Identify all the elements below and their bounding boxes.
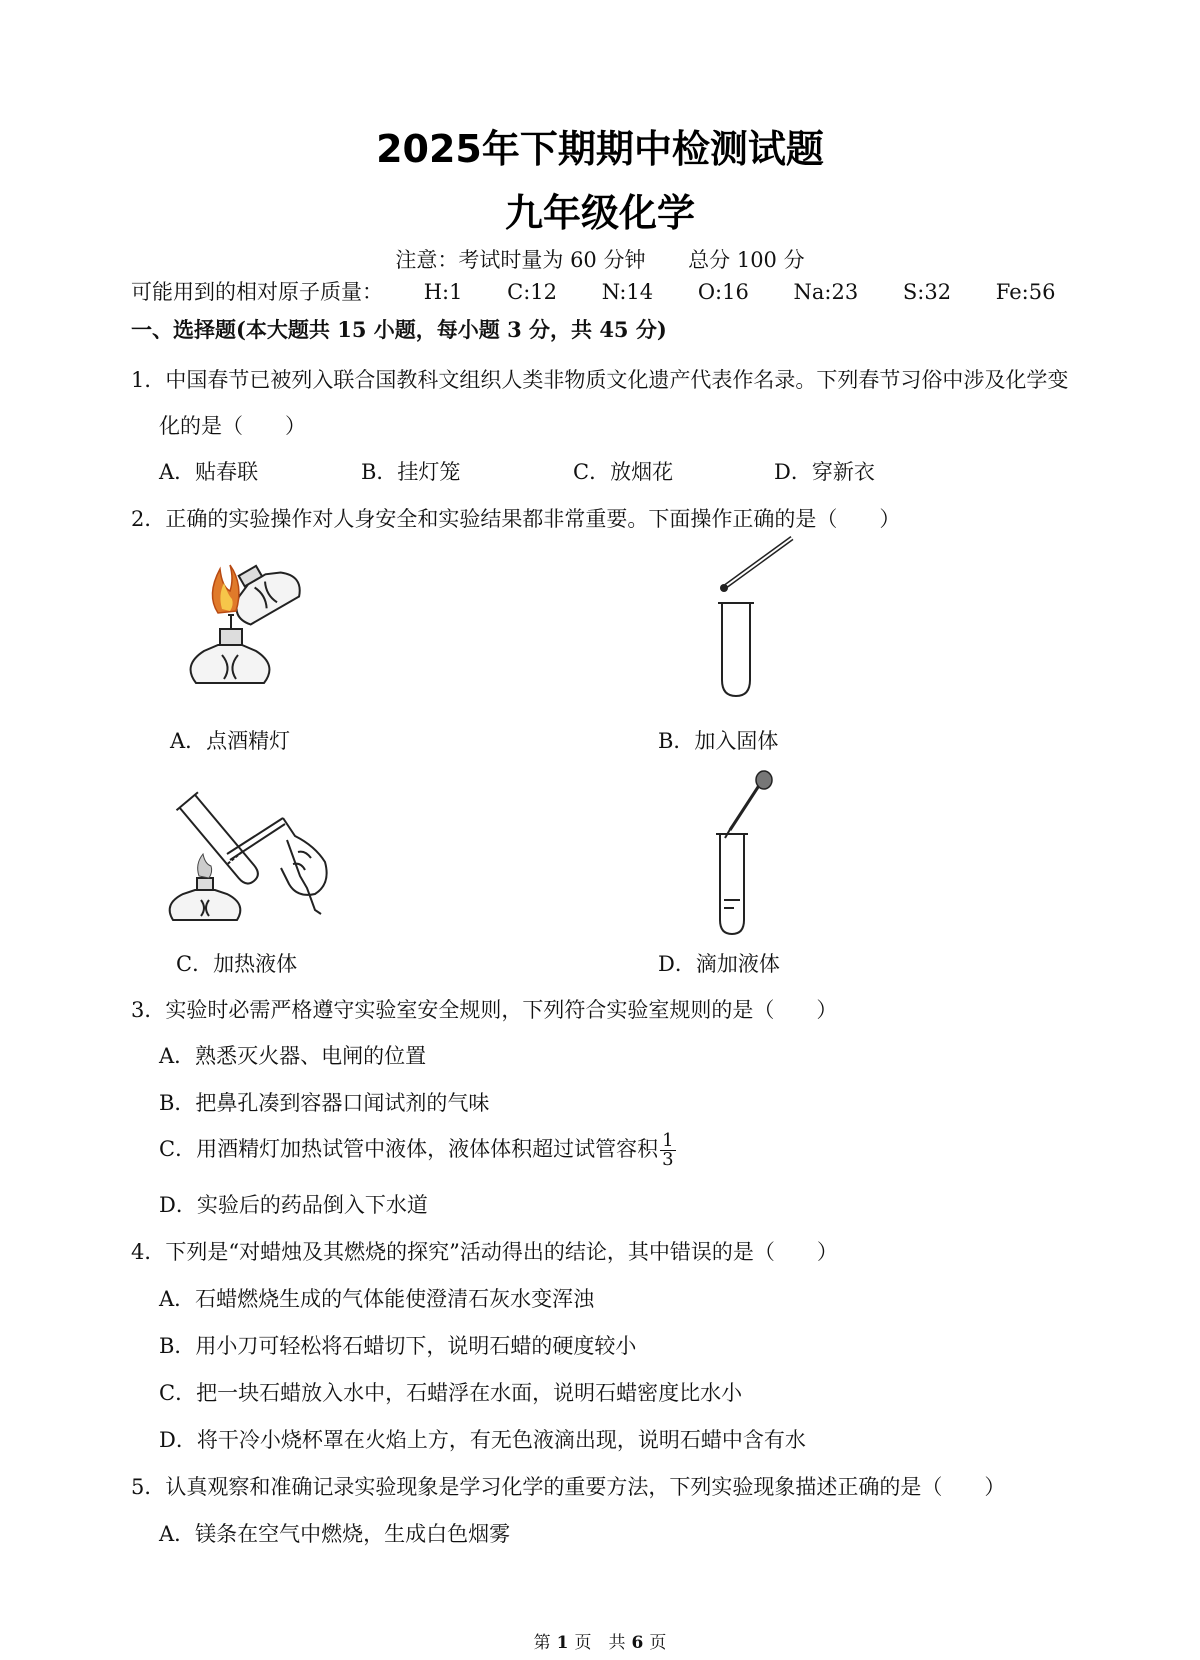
figure-c-heating-liquid xyxy=(165,780,340,935)
figure-a-lighting-lamp xyxy=(178,555,308,700)
mass-h: H:1 xyxy=(423,280,463,304)
exam-note xyxy=(0,244,1200,274)
q1-option-b: B．挂灯笼 xyxy=(361,460,461,484)
figure-b-adding-solid xyxy=(700,528,810,703)
note-score: 总分 100 分 xyxy=(688,248,805,272)
mass-na: Na:23 xyxy=(793,280,859,304)
mass-c: C:12 xyxy=(507,280,557,304)
q1-option-a: A．贴春联 xyxy=(159,460,259,484)
q3-stem: 3．实验时必需严格遵守实验室安全规则，下列符合实验室规则的是（ ） xyxy=(131,998,838,1022)
total-pages: 6 xyxy=(631,1633,644,1653)
mass-n: N:14 xyxy=(601,280,654,304)
q1-stem-line1: 1．中国春节已被列入联合国教科文组织人类非物质文化遗产代表作名录。下列春节习俗中涉及化学变 xyxy=(131,368,1069,392)
q5-option-a: A．镁条在空气中燃烧，生成白色烟雾 xyxy=(159,1522,511,1546)
mass-o: O:16 xyxy=(697,280,749,304)
q1-option-c: C．放烟花 xyxy=(573,460,674,484)
section-heading: 一、选择题(本大题共 15 小题，每小题 3 分，共 45 分) xyxy=(131,317,667,342)
masses-label: 可能用到的相对原子质量： xyxy=(131,280,383,304)
q2-option-a: A．点酒精灯 xyxy=(170,729,291,753)
fraction-one-third: $\frac{1}{3}$ xyxy=(662,1130,674,1170)
exam-title: 2025年下期期中检测试题 xyxy=(376,127,824,171)
q3-option-d: D．实验后的药品倒入下水道 xyxy=(159,1193,428,1217)
mass-fe: Fe:56 xyxy=(995,280,1056,304)
current-page: 1 xyxy=(556,1633,569,1653)
exam-subtitle: 九年级化学 xyxy=(504,191,695,235)
figure-d-dropping-liquid xyxy=(700,770,800,945)
note-time: 注意：考试时量为 60 分钟 xyxy=(395,248,646,272)
q4-option-b: B．用小刀可轻松将石蜡切下，说明石蜡的硬度较小 xyxy=(159,1334,637,1358)
q3-option-b: B．把鼻孔凑到容器口闻试剂的气味 xyxy=(159,1091,490,1115)
q4-option-c: C．把一块石蜡放入水中，石蜡浮在水面，说明石蜡密度比水小 xyxy=(159,1381,743,1405)
atomic-masses xyxy=(131,276,1093,306)
q4-option-a: A．石蜡燃烧生成的气体能使澄清石灰水变浑浊 xyxy=(159,1287,595,1311)
q2-option-c: C．加热液体 xyxy=(176,952,298,976)
q2-option-b: B．加入固体 xyxy=(658,729,779,753)
q1-option-d: D．穿新衣 xyxy=(774,460,875,484)
q3-option-c: C．用酒精灯加热试管中液体，液体体积超过试管容积 xyxy=(159,1137,659,1161)
q3-option-c-wrap xyxy=(159,1132,676,1169)
q2-option-d: D．滴加液体 xyxy=(658,952,780,976)
q4-stem: 4．下列是“对蜡烛及其燃烧的探究”活动得出的结论，其中错误的是（ ） xyxy=(131,1240,838,1264)
q4-option-d: D．将干冷小烧杯罩在火焰上方，有无色液滴出现，说明石蜡中含有水 xyxy=(159,1428,806,1452)
q2-stem: 2．正确的实验操作对人身安全和实验结果都非常重要。下面操作正确的是（ ） xyxy=(131,507,901,531)
q1-stem-line2: 化的是（ ） xyxy=(159,414,306,438)
mass-s: S:32 xyxy=(902,280,952,304)
q5-stem: 5．认真观察和准确记录实验现象是学习化学的重要方法，下列实验现象描述正确的是（ ） xyxy=(131,1475,1006,1499)
q3-option-a: A．熟悉灭火器、电闸的位置 xyxy=(159,1044,427,1068)
page-footer: 第 1 页 共 6 页 xyxy=(533,1633,667,1653)
